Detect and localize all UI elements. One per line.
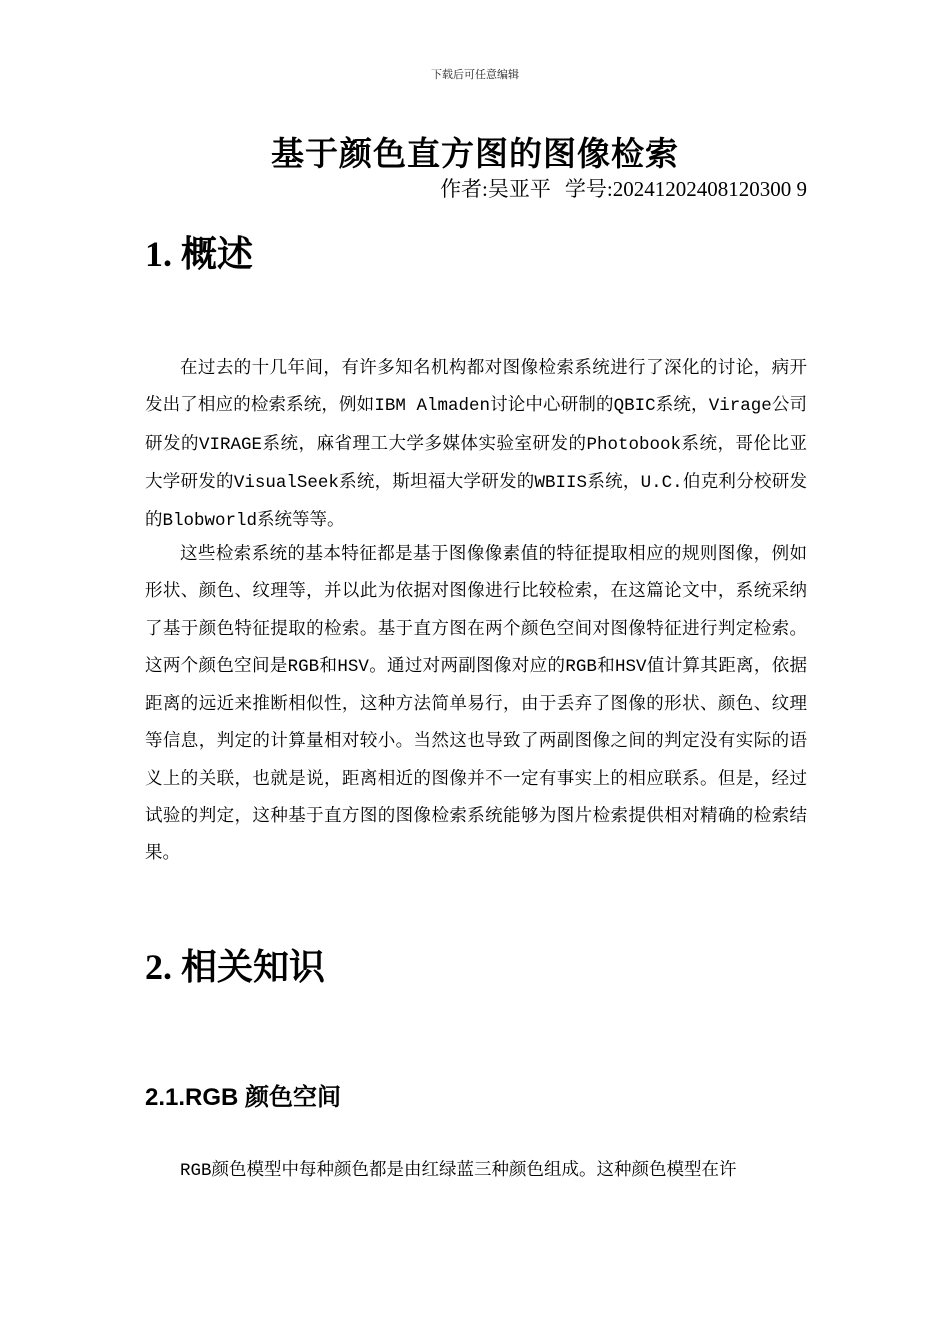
text-run: 在过去的十几年间，有许多知名机构都对图像检索系统进行了深化的讨论，病开发出了相应的检索系统，例如 (145, 358, 807, 416)
paragraph-overview-1 (145, 350, 807, 540)
section-title: 相关知识 (181, 947, 326, 988)
subsection-heading-2-1: 2.1.RGB 颜色空间 (145, 1084, 342, 1111)
text-run: WBIIS (534, 472, 588, 493)
text-run: 系统， (655, 395, 709, 416)
text-run: 伯克利分校研发的 (145, 471, 807, 531)
text-run: 系统， (587, 471, 641, 492)
text-run: 系统，麻省理工大学多媒体实验室研发的 (262, 433, 587, 454)
paragraph-overview-2 (145, 536, 807, 873)
text-run: RGB (565, 656, 597, 677)
paragraph-rgb-color-space (145, 1152, 807, 1190)
text-run: QBIC (613, 396, 656, 417)
text-run: 颜色模型中每种颜色都是由红绿蓝三种颜色组成。这种颜色模型在许 (211, 1160, 737, 1180)
byline (440, 173, 807, 203)
text-run: Photobook (586, 434, 682, 455)
section-heading-2 (145, 939, 325, 990)
document-title: 基于颜色直方图的图像检索 (271, 134, 679, 173)
text-run: 。通过对两副图像对应的 (368, 655, 566, 676)
text-run: 系统，哥伦比亚大学研发的 (145, 433, 808, 492)
text-run: 这些检索系统的基本特征都是基于图像像素值的特征提取相应的规则图像，例如形状、颜色、纹理等，并以此为依据对图像进行比较检索，在这篇论文中，系统采纳了基于颜色特征提取的检索。基于直方图在两个颜色空间对图像特征进行判定检索。这两个颜色空间是 (145, 544, 807, 676)
header-note: 下载后可任意编辑 (431, 68, 519, 81)
text-run: IBM Almaden (374, 396, 490, 417)
text-run: 值计算其距离，依据距离的远近来推断相似性，这种方法简单易行，由于丢弃了图像的形状、颜色、纹理等信息，判定的计算量相对较小。当然这也导致了两副图像之间的判定没有实际的语义上的关联，也就是说，距离相近的图像并不一定有事实上的相应联系。但是，经过试验的判定，这种基于直方图的图像检索系统能够为图片检索提供相对精确的检索结果。 (145, 655, 808, 864)
section-heading-1 (145, 226, 253, 277)
text-run: 和 (319, 655, 338, 676)
text-run: RGB (180, 1161, 212, 1181)
text-run: Virage (708, 396, 772, 417)
text-run: 公司研发的 (145, 395, 807, 454)
text-run: 系统等等。 (257, 510, 345, 531)
student-id: 学号:20241202408120300 9 (564, 177, 807, 201)
section-title: 概述 (181, 234, 254, 275)
text-run: U.C. (640, 472, 683, 493)
author-name: 作者:吴亚平 (440, 177, 551, 201)
text-run: RGB (287, 656, 320, 677)
text-run: 和 (596, 655, 616, 676)
section-number: 1. (145, 234, 172, 274)
text-run: VIRAGE (199, 434, 263, 455)
section-number: 2. (145, 947, 172, 987)
text-run: Blobworld (162, 511, 258, 532)
text-run: HSV (337, 656, 369, 677)
text-run: 系统，斯坦福大学研发的 (338, 471, 535, 492)
text-run: HSV (615, 656, 647, 677)
text-run: 讨论中心研制的 (490, 395, 614, 416)
text-run: VisualSeek (233, 472, 339, 493)
